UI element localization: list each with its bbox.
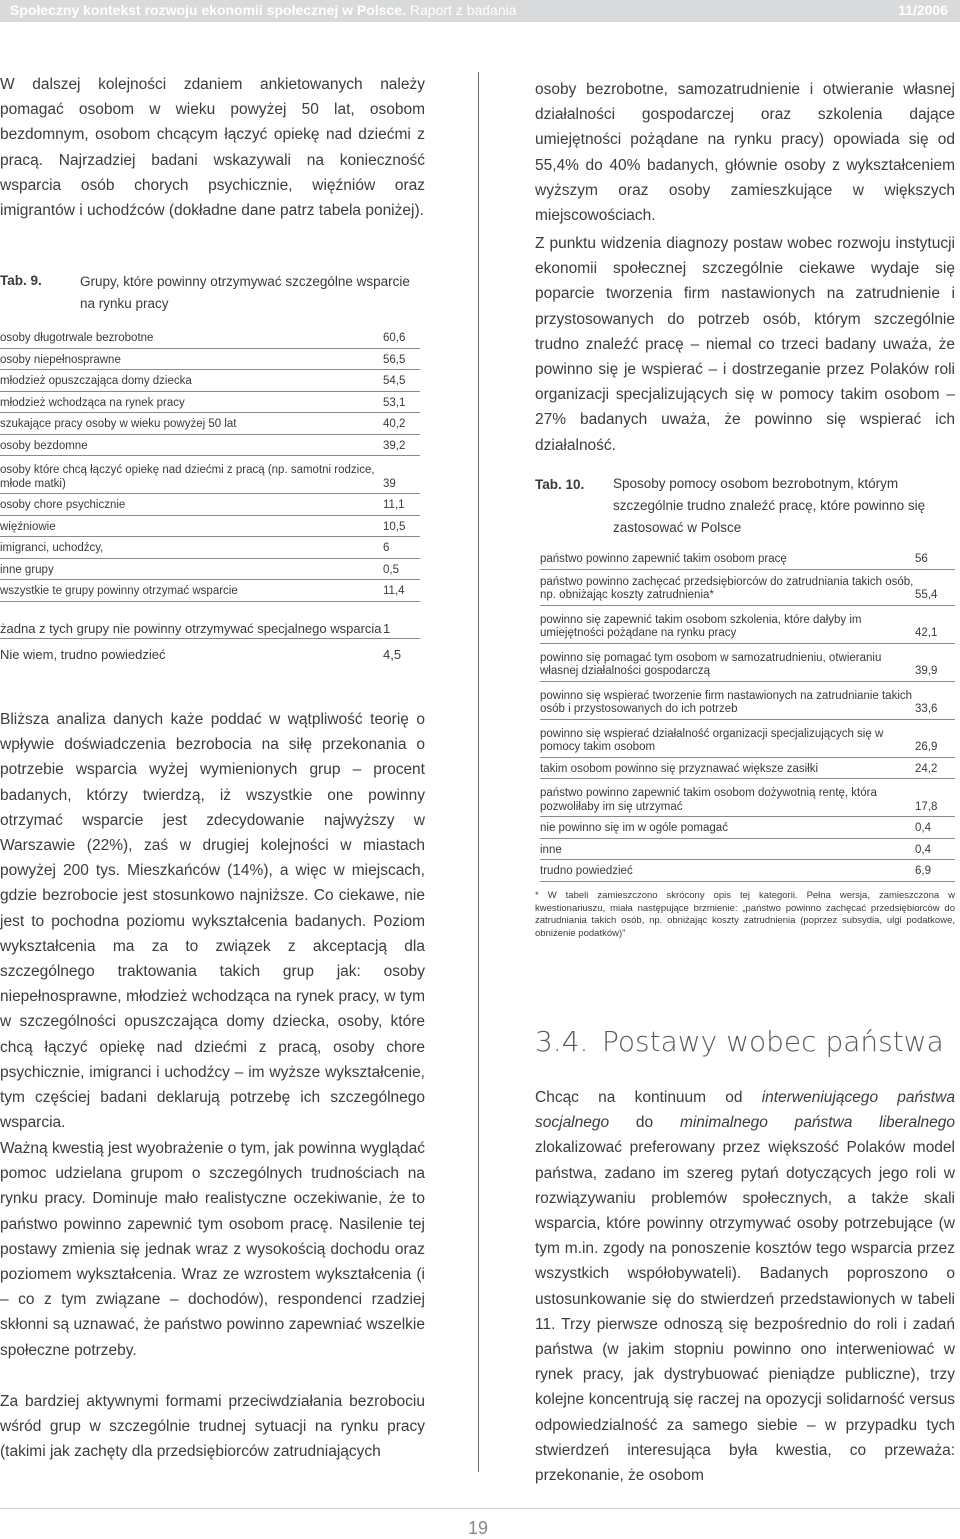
running-header-title: Społeczny kontekst rozwoju ekonomii społecznej w Polsce. Raport z badania — [10, 2, 517, 18]
row-label: imigranci, uchodźcy, — [0, 542, 104, 554]
table-10-footnote: * W tabeli zamieszczono skrócony opis tej kategorii. Pełna wersja, zamieszczona w kwestionariuszu, miała następujące brzmienie: „państwo powinno zachęcać przedsiębiorców do zatrudniania takich osób, np. obniżając koszty zatrudnienia (poprzez subsydia, ulgi podatkowe, obniżenie podatków)” — [535, 890, 955, 939]
row-value: 56,5 — [383, 353, 406, 366]
table-row — [540, 606, 955, 644]
row-label: inne — [540, 843, 562, 856]
table-row — [0, 494, 420, 516]
row-label: szukające pracy osoby w wieku powyżej 50 lat — [0, 418, 237, 430]
row-label: Nie wiem, trudno powiedzieć — [0, 647, 166, 662]
section-title: Postawy wobec państwa — [602, 1025, 944, 1058]
footer-rule — [0, 1508, 960, 1509]
table-row — [540, 570, 955, 606]
row-label: państwo powinno zapewnić takim osobom dożywotnią rentę, która pozwoliłaby im się utrzymać — [540, 787, 877, 813]
row-label: osoby bezdomne — [0, 439, 88, 452]
row-value: 0,4 — [915, 822, 931, 834]
row-label: państwo powinno zapewnić takim osobom pracę — [540, 553, 787, 565]
row-label: osoby które chcą łączyć opiekę nad dziećmi z pracą (np. samotni rodzice, młode matki) — [0, 464, 375, 490]
row-label: takim osobom powinno się przyznawać większe zasiłki — [540, 762, 819, 775]
section-number: 3.4. — [535, 1025, 589, 1058]
row-label: powinno się pomagać tym osobom w samozatrudnieniu, otwieraniu własnej działalności gospodarczą — [540, 651, 882, 677]
table-row — [540, 779, 955, 817]
table-10-caption: Sposoby pomocy osobom bezrobotnym, którym szczególnie trudno znaleźć pracę, które powinno się zastosować w Polsce — [613, 476, 926, 535]
row-label: nie powinno się im w ogóle pomagać — [540, 822, 728, 834]
table-row — [0, 435, 420, 457]
column-divider — [478, 72, 479, 1472]
italic-phrase-1: interweniującego państwa socjalnego — [535, 1089, 955, 1132]
running-header — [0, 0, 960, 22]
table-9-caption: Grupy, które powinny otrzymywać szczególne wsparcie na rynku pracy — [80, 274, 410, 311]
row-value: 6 — [383, 542, 390, 554]
page-number: 19 — [468, 1518, 489, 1538]
row-label: więźniowie — [0, 520, 56, 533]
row-value: 11,1 — [383, 499, 405, 511]
row-label: trudno powiedzieć — [540, 865, 633, 877]
row-value: 6,9 — [915, 865, 931, 877]
row-value: 4,5 — [383, 647, 402, 662]
row-label: państwo powinno zachęcać przedsiębiorców do zatrudniania takich osób, np. obniżając koszty zatrudnienia* — [540, 575, 914, 601]
row-label: młodzież opuszczająca domy dziecka — [0, 375, 192, 387]
left-intro-paragraph: W dalszej kolejności zdaniem ankietowanych należy pomagać osobom w wieku powyżej 50 lat, osobom bezdomnym, osobom chcącym łączyć opiekę nad dziećmi z pracą. Najrzadziej badani wskazywali na konieczność wsparcia osób chorych psychicznie, więźniów oraz imigrantów i uchodźców (dokładne dane patrz tabela poniżej). — [0, 76, 425, 220]
table-9-label: Tab. 9. — [0, 273, 42, 288]
row-label: żadna z tych grupy nie powinny otrzymywać specjalnego wsparcia — [0, 621, 382, 636]
table-10-label: Tab. 10. — [535, 477, 585, 492]
table-10 — [540, 548, 955, 882]
running-header-subtitle: Raport z badania — [409, 2, 517, 18]
row-label: młodzież wchodząca na rynek pracy — [0, 396, 185, 409]
left-paragraph-2: Bliższa analiza danych każe poddać w wątpliwość teorię o wpływie doświadczenia bezrobocia na siłę przekonania o potrzebie wsparcia wyżej wymienionych grup – procent badanych, którzy twierdzą, iż wszystkie one powinny otrzymać wsparcie jest zdecydowanie najwyższy w Warszawie (22%), zaś w drugiej kolejności w miastach powyżej 200 tys. Mieszkańców (14%), a więc w miejscach, gdzie bezrobocie jest stosunkowo najniższe. Co ciekawe, nie jest to pochodna poziomu wykształcenia badanych. Poziom wykształcenia ma za to związek z akceptacją dla szczególnego traktowania takich grup jak: osoby niepełnosprawne, młodzież wchodząca na rynek pracy, w tym w szczególności opuszczająca domy dziecka, osoby, które chcą łączyć opiekę nad dziećmi z pracą, osoby chore psychicznie, imigranci i uchodźcy – im wyższe wykształcenie, tym częściej badani deklarują potrzebę ich szczególnego wsparcia. — [0, 711, 425, 1132]
row-value: 10,5 — [383, 520, 406, 533]
row-label: osoby niepełnosprawne — [0, 353, 121, 366]
table-row — [0, 370, 420, 392]
row-value: 42,1 — [915, 627, 938, 639]
table-9 — [0, 327, 420, 664]
left-paragraph-4: Za bardziej aktywnymi formami przeciwdziałania bezrobociu wśród grup w szczególnie trudnej sytuacji na rynku pracy (takimi jak zachęty dla przedsiębiorców zatrudniających — [0, 1393, 425, 1461]
table-row — [0, 456, 420, 494]
right-paragraph-1: osoby bezrobotne, samozatrudnienie i otwieranie własnej działalności gospodarczej oraz szkolenia dające umiejętności pożądane na rynku pracy) opowiada się od 55,4% do 40% badanych, głównie osoby z wykształceniem wyższym oraz osoby zamieszkujące w większych miejscowościach. — [535, 81, 955, 225]
table-row — [540, 758, 955, 780]
table-row — [540, 548, 955, 570]
table-row — [0, 392, 420, 414]
italic-phrase-2: minimalnego państwa liberalnego — [679, 1114, 955, 1132]
row-value: 17,8 — [915, 800, 938, 813]
row-value: 60,6 — [383, 332, 406, 344]
row-value: 56 — [915, 553, 928, 565]
issue-number: 11/2006 — [898, 2, 948, 18]
table-row — [0, 639, 420, 664]
row-label: inne grupy — [0, 563, 54, 576]
left-paragraph-3: Ważną kwestią jest wyobrażenie o tym, jak powinna wyglądać pomoc udzielana grupom o szczególnych trudnościach na rynku pracy. Dominuje mało realistyczne oczekiwanie, że to państwo powinno zapewnić tym osobom pracę. Nasilenie tej postawy zmienia się jednak wraz z wysokością dochodu oraz poziomem wykształcenia. Wraz ze wzrostem wykształcenia (i – co z tym związane – dochodów), respondenci rzadziej skłonni są uznawać, że państwo powinno zapewniać wszelkie społeczne potrzeby. — [0, 1140, 426, 1359]
right-paragraph-3: Chcąc na kontinuum od interweniującego państwa socjalnego do minimalnego państwa liberalnego zlokalizować preferowany przez większość Polaków model państwa, zadano im szereg pytań dotyczących jego roli w rozwiązywaniu problemów społecznych, a także skali wsparcia, które powinny otrzymywać osoby potrzebujące (w tym m.in. zgody na ponoszenie kosztów tego wsparcia przez wszystkich współobywateli). Badanych poproszono o ustosunkowanie się do stwierdzeń przedstawionych w tabeli 11. Trzy pierwsze odnoszą się bezpośrednio do roli i zadań państwa (w jakim stopniu powinno ono interweniować w rynek pracy, jak dystrybuować pieniądze publiczne), trzy kolejne koncentrują się raczej na opozycji solidarność versus odpowiedzialność za samego siebie – w przypadku tych stwierdzeń interesująca była kwestia, co przeważa: przekonanie, że osobom — [535, 1089, 955, 1485]
row-value: 33,6 — [915, 703, 938, 715]
right-paragraph-2: Z punktu widzenia diagnozy postaw wobec rozwoju instytucji ekonomii społecznej szczególnie ciekawe wydaje się poparcie tworzenia firm nastawionych na zatrudnienie i przystosowanych do potrzeb osób, którym szczególnie trudno znaleźć pracę – niemal co trzeci badany uważa, że powinno się je wspierać – i dostrzeganie przez Polaków roli organizacji specjalizujących się w pomocy takim osobom – 27% badanych uważa, że powinno się wspierać ich działalność. — [535, 235, 955, 454]
table-row — [0, 327, 420, 349]
row-value: 11,4 — [383, 585, 405, 597]
row-value: 0,4 — [915, 843, 931, 856]
table-row — [540, 839, 955, 861]
table-row — [540, 817, 955, 839]
table-row — [540, 644, 955, 682]
row-value: 26,9 — [915, 741, 938, 753]
table-row — [0, 580, 420, 602]
row-label: powinno się zapewnić takim osobom szkolenia, które dałyby im umiejętności pożądane na rynku pracy — [540, 613, 862, 639]
row-value: 24,2 — [915, 762, 938, 775]
row-label: powinno się wspierać działalność organizacji specjalizujących się w pomocy takim osobom — [540, 727, 884, 753]
row-label: osoby długotrwale bezrobotne — [0, 332, 154, 344]
table-row — [540, 720, 955, 758]
row-value: 1 — [383, 621, 391, 636]
row-value: 53,1 — [383, 396, 406, 409]
table-row — [0, 349, 420, 371]
row-label: powinno się wspierać tworzenie firm nastawionych na zatrudnianie takich osób i przystosowanych do ich potrzeb — [540, 689, 913, 715]
row-value: 39,9 — [915, 665, 938, 677]
row-value: 54,5 — [383, 375, 406, 387]
row-value: 39 — [383, 477, 396, 490]
row-label: wszystkie te grupy powinny otrzymać wsparcie — [0, 585, 238, 597]
row-value: 55,4 — [915, 589, 938, 601]
table-row — [0, 537, 420, 559]
table-row — [0, 413, 420, 435]
row-value: 39,2 — [383, 439, 406, 452]
table-row — [0, 559, 420, 581]
row-value: 0,5 — [383, 563, 399, 576]
table-row — [540, 860, 955, 882]
table-row — [0, 602, 420, 639]
table-row — [0, 516, 420, 538]
row-value: 40,2 — [383, 418, 406, 430]
table-row — [540, 682, 955, 720]
row-label: osoby chore psychicznie — [0, 499, 126, 511]
